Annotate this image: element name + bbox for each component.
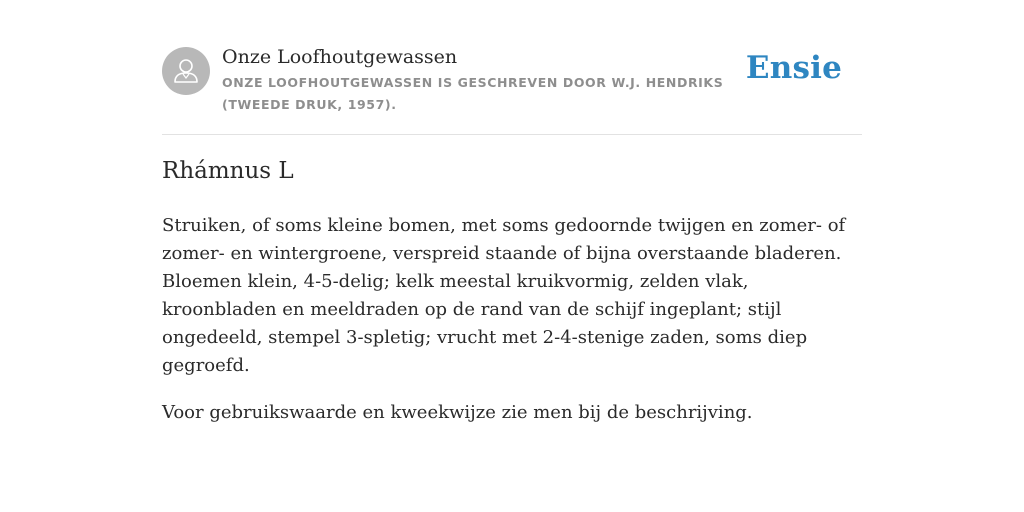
entry-body [162, 212, 862, 446]
avatar[interactable] [162, 47, 210, 95]
entry-paragraph: Struiken, of soms kleine bomen, met soms gedoornde twijgen en zomer- of zomer- en wintergroene, verspreid staande of bijna overstaande bladeren. Bloemen klein, 4-5-delig; kelk meestal kruikvormig, zelden vlak, kroonbladen en meeldraden op de rand van de schijf ingeplant; stijl ongedeeld, stempel 3-spletig; vrucht met 2-4-stenige zaden, soms diep gegroefd. [162, 215, 846, 376]
book-header [162, 0, 862, 135]
book-description: ONZE LOOFHOUTGEWASSEN IS GESCHREVEN DOOR W.J. HENDRIKS (TWEEDE DRUK, 1957). [222, 75, 724, 112]
entry-paragraph: Voor gebruikswaarde en kweekwijze zie men bij de beschrijving. [162, 402, 753, 423]
brand-logo[interactable]: Ensie [745, 50, 842, 86]
entry-title: Rhámnus L [162, 158, 294, 184]
user-icon [162, 47, 210, 95]
page-container [162, 0, 862, 423]
book-title[interactable]: Onze Loofhoutgewassen [222, 46, 458, 68]
